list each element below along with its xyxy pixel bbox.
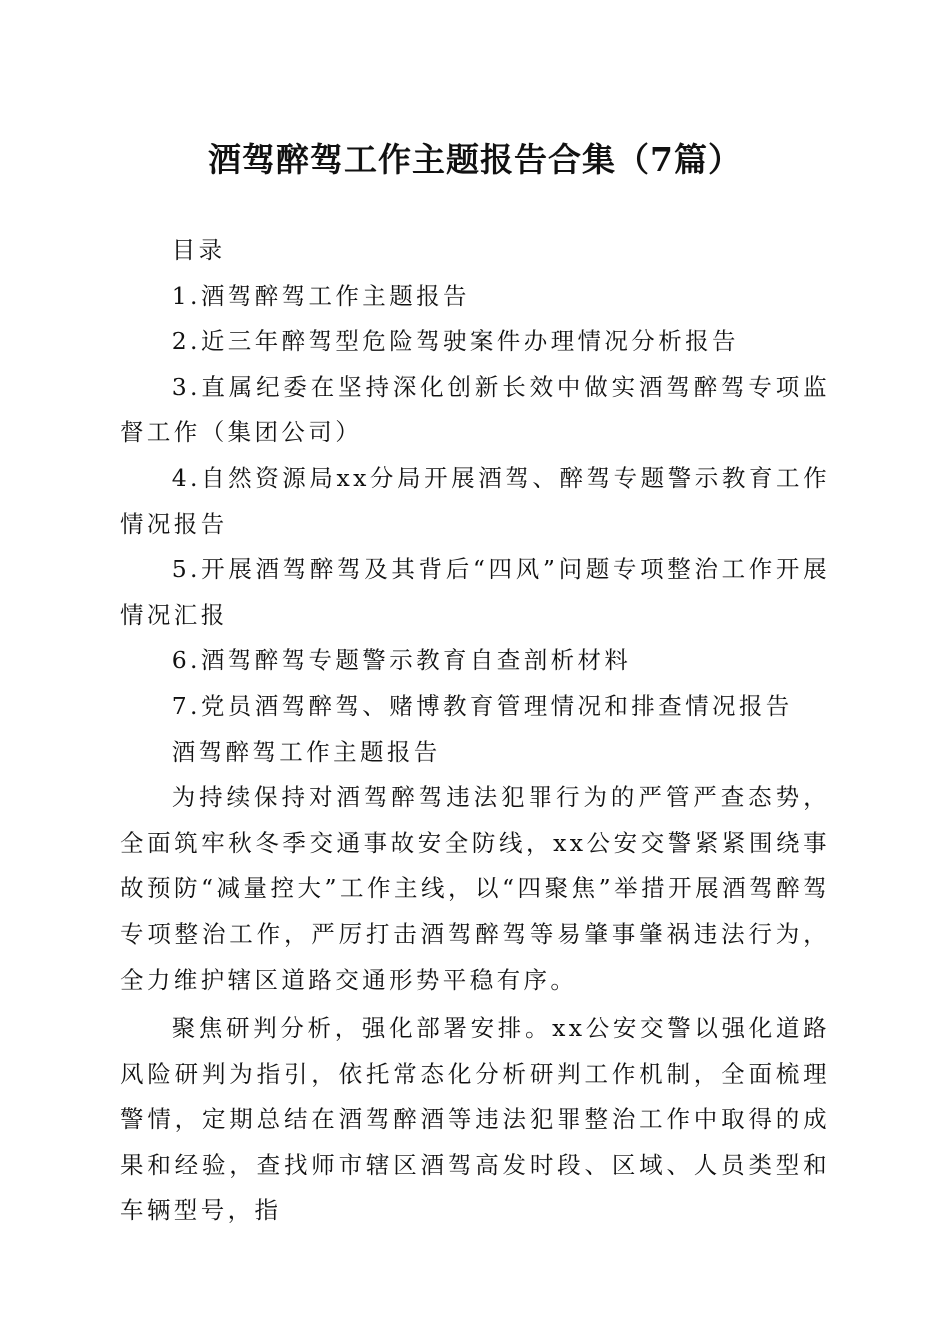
toc-item: 4.自然资源局xx分局开展酒驾、醉驾专题警示教育工作情况报告 bbox=[120, 463, 830, 538]
toc-item: 2.近三年醉驾型危险驾驶案件办理情况分析报告 bbox=[171, 327, 739, 356]
document-title: 酒驾醉驾工作主题报告合集（7篇） bbox=[208, 140, 742, 179]
body-paragraph: 为持续保持对酒驾醉驾违法犯罪行为的严管严查态势，全面筑牢秋冬季交通事故安全防线，xx公安交警紧紧围绕事故预防“减量控大”工作主线，以“四聚焦”举措开展酒驾醉驾专项整治工作，严厉打击酒驾醉驾等易肇事肇祸违法行为，全力维护辖区道路交通形势平稳有序。 bbox=[120, 783, 830, 994]
toc-item: 3.直属纪委在坚持深化创新长效中做实酒驾醉驾专项监督工作（集团公司） bbox=[120, 372, 830, 447]
toc-item: 5.开展酒驾醉驾及其背后“四风”问题专项整治工作开展情况汇报 bbox=[120, 555, 830, 629]
toc-item: 6.酒驾醉驾专题警示教育自查剖析材料 bbox=[171, 646, 632, 675]
toc-heading: 目录 bbox=[171, 236, 226, 264]
body-paragraph: 聚焦研判分析，强化部署安排。xx公安交警以强化道路风险研判为指引，依托常态化分析研判工作机制，全面梳理警情，定期总结在酒驾醉酒等违法犯罪整治工作中取得的成果和经验，查找师市辖区酒驾高发时段、区域、人员类型和车辆型号，指 bbox=[120, 1014, 830, 1225]
toc-item: 7.党员酒驾醉驾、赌博教育管理情况和排查情况报告 bbox=[171, 691, 793, 720]
document-body bbox=[120, 228, 830, 1234]
toc-item: 1.酒驾醉驾工作主题报告 bbox=[171, 281, 470, 310]
section-heading: 酒驾醉驾工作主题报告 bbox=[171, 737, 441, 766]
